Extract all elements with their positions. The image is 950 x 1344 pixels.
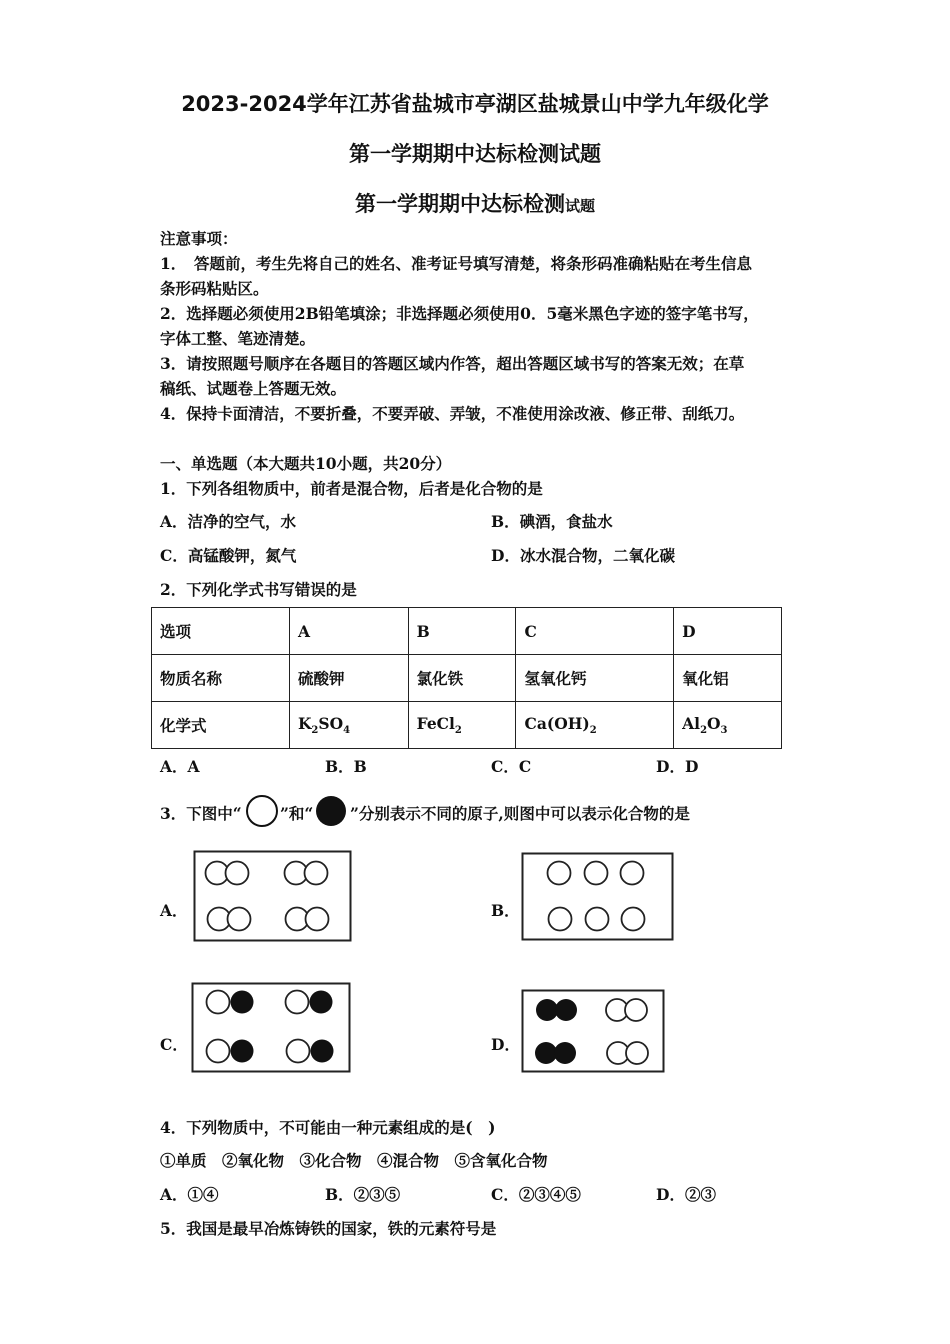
table-cell: 氢氧化钙 [516, 655, 674, 702]
q4-option-d: D．②③ [656, 1185, 716, 1204]
notice-line: 2．选择题必须使用2B铅笔填涂；非选择题必须使用0．5毫米黑色字迹的签字笔书写， [160, 304, 759, 323]
q4-stem: 4．下列物质中，不可能由一种元素组成的是( ) [160, 1118, 496, 1137]
q3-option-a-label: A． [160, 901, 188, 920]
paper-title-line2: 第一学期期中达标检测试题 [349, 142, 601, 166]
title-line3-main: 第一学期期中达标检测 [354, 192, 565, 216]
q1-option-c: C．高锰酸钾，氮气 [160, 546, 297, 565]
formula-a: $K_2SO_4$ [289, 702, 408, 749]
table-cell: 选项 [152, 608, 290, 655]
black-atom-icon [312, 793, 350, 829]
notice-line: 稿纸、试题卷上答题无效。 [160, 379, 347, 398]
q2-stem: 2．下列化学式书写错误的是 [160, 580, 357, 599]
q4-option-b: B．②③⑤ [325, 1185, 401, 1204]
formula-d: $Al_2O_3$ [674, 702, 782, 749]
q4-options-line: ①单质 ②氧化物 ③化合物 ④混合物 ⑤含氧化合物 [160, 1151, 548, 1170]
notice-line: 1． 答题前，考生先将自己的姓名、准考证号填写清楚，将条形码准确粘贴在考生信息 [160, 254, 753, 273]
q2-option-c: C．C [491, 757, 532, 776]
table-cell: 硫酸钾 [289, 655, 408, 702]
table-row [152, 608, 782, 655]
table-row [152, 702, 782, 749]
q5-stem: 5．我国是最早冶炼铸铁的国家，铁的元素符号是 [160, 1219, 497, 1238]
q3-option-d-diagram [521, 988, 667, 1075]
notice-heading: 注意事项： [160, 229, 238, 248]
q3-stem-part2: ”和“ [280, 804, 314, 823]
q1-option-d: D．冰水混合物，二氧化碳 [491, 546, 675, 565]
q3-stem-part1: 3．下图中“ [160, 804, 242, 823]
q4-option-c: C．②③④⑤ [491, 1185, 581, 1204]
notice-line: 条形码粘贴区。 [160, 279, 269, 298]
table-cell: D [674, 608, 782, 655]
table-row [152, 655, 782, 702]
table-cell: 氯化铁 [408, 655, 516, 702]
table-cell: 物质名称 [152, 655, 290, 702]
notice-line: 3．请按照题号顺序在各题目的答题区域内作答，超出答题区域书写的答案无效；在草 [160, 354, 745, 373]
q3-option-c-diagram [191, 981, 353, 1075]
q3-option-b-label: B． [491, 901, 520, 920]
formula-b: FeCl$_2$ [408, 702, 516, 749]
formula-c: $Ca(OH)_2$ [516, 702, 674, 749]
q3-option-d-label: D． [491, 1035, 520, 1054]
table-cell: A [289, 608, 408, 655]
q2-option-a: A．A [160, 757, 200, 776]
q1-stem: 1．下列各组物质中，前者是混合物，后者是化合物的是 [160, 479, 543, 498]
table-cell: 氧化铝 [674, 655, 782, 702]
table-cell: C [516, 608, 674, 655]
q3-stem-part3: ”分别表示不同的原子,则图中可以表示化合物的是 [350, 804, 690, 823]
q3-option-c-label: C． [160, 1035, 188, 1054]
q4-option-a: A．①④ [160, 1185, 219, 1204]
section-heading: 一、单选题（本大题共10小题，共20分） [160, 454, 452, 473]
title-line3-small: 试题 [564, 197, 595, 215]
table-cell: 化学式 [152, 702, 290, 749]
q1-option-a: A．洁净的空气，水 [160, 512, 297, 531]
notice-line: 字体工整、笔迹清楚。 [160, 329, 316, 348]
table-cell: B [408, 608, 516, 655]
q1-option-b: B．碘酒，食盐水 [491, 512, 613, 531]
q2-option-d: D．D [656, 757, 699, 776]
notice-line: 4．保持卡面清洁，不要折叠，不要弄破、弄皱，不准使用涂改液、修正带、刮纸刀。 [160, 404, 745, 423]
q2-option-b: B．B [325, 757, 367, 776]
paper-title-line1: 2023-2024学年江苏省盐城市亭湖区盐城景山中学九年级化学 [181, 92, 769, 116]
q3-option-a-diagram [193, 849, 353, 944]
white-atom-icon [244, 793, 280, 829]
q2-table [151, 607, 782, 749]
paper-title-line3 [0, 188, 950, 218]
q3-option-b-diagram [521, 851, 676, 943]
